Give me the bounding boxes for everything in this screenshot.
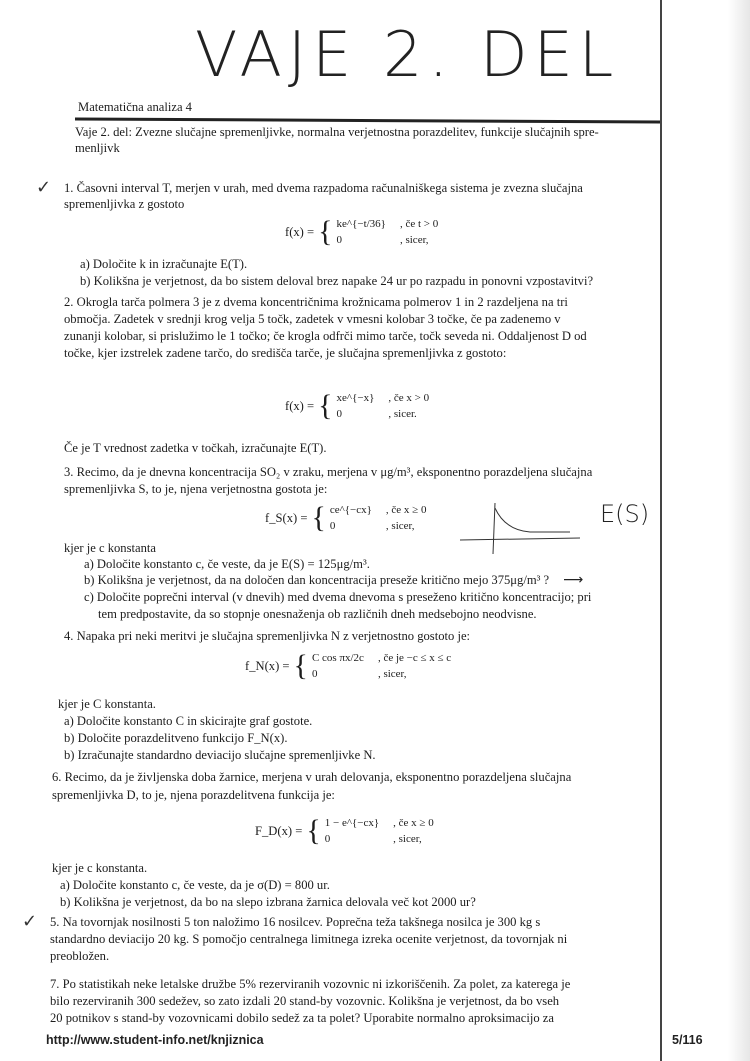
formula-condition: , sicer, bbox=[393, 833, 422, 845]
course-title: Matematična analiza 4 bbox=[78, 100, 192, 114]
problem-6-constant-note: kjer je c konstanta. bbox=[52, 861, 148, 875]
problem-3-part-a: a) Določite konstanto c, če veste, da je E(S) = 125μg/m³. bbox=[84, 557, 370, 571]
formula-case: 0 bbox=[336, 234, 343, 246]
formula-brace: { bbox=[318, 215, 333, 248]
problem-3-formula bbox=[265, 502, 426, 534]
handwritten-arrow-icon: ⟶ bbox=[563, 572, 584, 588]
header-underline bbox=[75, 117, 660, 123]
problem-4-constant-note: kjer je C konstanta. bbox=[58, 697, 156, 711]
formula-condition: , sicer, bbox=[377, 668, 407, 680]
check-mark-icon: ✓ bbox=[36, 177, 52, 198]
problem-3-part-b: b) Kolikšna je verjetnost, da na določen dan koncentracija preseže kritično mejo 375μg/m³ ? bbox=[84, 573, 550, 587]
formula-brace: { bbox=[318, 389, 333, 422]
formula-condition: , če x ≥ 0 bbox=[385, 504, 427, 516]
problem-2-formula bbox=[285, 390, 429, 422]
formula-brace: { bbox=[311, 501, 326, 534]
formula-case: ce^{−cx} bbox=[329, 504, 372, 516]
formula-condition: , sicer, bbox=[385, 520, 415, 532]
formula-case: C cos πx/2c bbox=[311, 652, 364, 664]
formula-case: ke^{−t/36} bbox=[336, 218, 386, 230]
formula-brace: { bbox=[306, 814, 321, 847]
formula-lhs: f(x) = bbox=[285, 399, 315, 413]
formula-condition: , sicer. bbox=[388, 408, 417, 420]
problem-5-line: 5. Na tovornjak nosilnosti 5 ton naložimo 16 nosilcev. Poprečna teža takšnega nosilca je 300 kg s bbox=[50, 915, 541, 929]
problem-1-line: 1. Časovni interval T, merjen v urah, med dvema razpadoma računalniškega sistema je zvezna slučajna bbox=[64, 181, 583, 195]
formula-condition: , če je −c ≤ x ≤ c bbox=[377, 652, 452, 664]
problem-2-question: Če je T vrednost zadetka v točkah, izračunajte E(T). bbox=[64, 441, 327, 455]
problem-3-part-c: c) Določite poprečni interval (v dnevih) med dvema dnevoma s preseženo kritično koncentracijo; pri bbox=[84, 590, 592, 604]
formula-condition: , sicer, bbox=[399, 234, 429, 246]
problem-6-line: spremenljivka D, to je, njena porazdelitvena funkcija je: bbox=[52, 788, 335, 802]
problem-6-part-a: a) Določite konstanto c, če veste, da je σ(D) = 800 ur. bbox=[60, 878, 330, 892]
formula-case: 0 bbox=[311, 668, 318, 680]
formula-lhs: f_S(x) = bbox=[265, 511, 308, 525]
formula-condition: , če x > 0 bbox=[388, 392, 430, 404]
problem-4-formula bbox=[245, 650, 451, 682]
formula-case: 0 bbox=[329, 520, 336, 532]
problem-4-part-b: b) Določite porazdelitveno funkcijo F_N(x). bbox=[64, 731, 288, 745]
problem-2-line: območja. Zadetek v srednji krog velja 5 točk, zadetek v vmesni kolobar 3 točke, če pa zadenemo v bbox=[64, 312, 561, 326]
problem-4-part-a: a) Določite konstanto C in skicirajte graf gostote. bbox=[64, 714, 313, 728]
problem-7-line: 20 potnikov s stand-by vozovnicami dobilo sedež za ta polet? Uporabite normalno aproksimacijo za bbox=[50, 1011, 554, 1025]
problem-6-part-b: b) Kolikšna je verjetnost, da bo na slepo izbrana žarnica delovala več kot 2000 ur? bbox=[60, 895, 476, 909]
check-mark-icon: ✓ bbox=[22, 911, 38, 932]
handwritten-note: E(S) bbox=[600, 500, 650, 528]
problem-1-line: spremenljivka z gostoto bbox=[64, 197, 185, 211]
problem-3-constant-note: kjer je c konstanta bbox=[64, 541, 156, 555]
topic-line-1: Vaje 2. del: Zvezne slučajne spremenljivke, normalna verjetnostna porazdelitev, funkcije slučajnih spre- bbox=[75, 125, 599, 139]
problem-2-line: točke, kjer izstrelek zadene tarčo, do središča tarče, je slučajna spremenljivka z gostoto: bbox=[64, 346, 507, 360]
problem-6-formula bbox=[255, 815, 434, 847]
problem-3-part-c-cont: tem predpostavite, da so stopnje onesnaženja ob različnih dneh medsebojno neodvisne. bbox=[98, 607, 537, 621]
handwritten-title: VAJE 2. DEL bbox=[195, 18, 620, 91]
problem-4-part-c: b) Izračunajte standardno deviacijo slučajne spremenljivke N. bbox=[64, 748, 376, 762]
formula-condition: , če x ≥ 0 bbox=[393, 817, 434, 829]
problem-5-line: standardno deviacijo 20 kg. S pomočjo centralnega limitnega izreka ocenite verjetnost, da tovornjak ni bbox=[50, 932, 568, 946]
problem-1-part-a: a) Določite k in izračunajte E(T). bbox=[80, 257, 248, 271]
page-number: 5/116 bbox=[672, 1033, 703, 1047]
topic-line-2: menljivk bbox=[75, 141, 120, 155]
scan-edge bbox=[728, 0, 750, 1061]
problem-5-line: preobložen. bbox=[50, 949, 110, 963]
problem-7-line: 7. Po statistikah neke letalske družbe 5% rezerviranih vozovnic ni izkoriščenih. Za polet, za katerega je bbox=[50, 977, 571, 991]
formula-lhs: F_D(x) = bbox=[255, 824, 303, 838]
problem-6-line: 6. Recimo, da je življenska doba žarnice, merjena v urah delovanja, eksponentno porazdeljena slučajna bbox=[52, 770, 572, 784]
formula-cases bbox=[337, 390, 430, 422]
formula-condition: , če t > 0 bbox=[399, 218, 439, 230]
problem-3-line: spremenljivka S, to je, njena verjetnostna gostota je: bbox=[64, 482, 328, 496]
formula-cases bbox=[337, 216, 439, 248]
problem-3-line: 3. Recimo, da je dnevna koncentracija SO₂ v zraku, merjena v μg/m³, eksponentno porazdeljena slučajna bbox=[64, 465, 593, 479]
formula-cases bbox=[325, 815, 434, 847]
formula-lhs: f(x) = bbox=[285, 225, 315, 239]
problem-2-line: zunanji kolobar, si prislužimo le 1 točko; če krogla odfrči mimo tarče, točk seveda ni. Oddaljenost D od bbox=[64, 329, 587, 343]
problem-3-part-b-row bbox=[84, 572, 583, 588]
formula-brace: { bbox=[293, 649, 308, 682]
problem-2-line: 2. Okrogla tarča polmera 3 je z dvema koncentričnima krožnicama polmerov 1 in 2 razdeljena na tri bbox=[64, 295, 568, 309]
formula-case: 0 bbox=[324, 833, 331, 845]
formula-case: 1 − e^{−cx} bbox=[324, 817, 380, 829]
handwritten-density-sketch bbox=[455, 500, 585, 555]
problem-1-part-b: b) Kolikšna je verjetnost, da bo sistem deloval brez napake 24 ur po razpadu in ponovni vzpostavitvi? bbox=[80, 274, 594, 288]
scan-margin-line bbox=[660, 0, 662, 1061]
formula-lhs: f_N(x) = bbox=[245, 659, 290, 673]
problem-1-formula bbox=[285, 216, 438, 248]
footer-url: http://www.student-info.net/knjiznica bbox=[46, 1033, 264, 1047]
problem-4-line: 4. Napaka pri neki meritvi je slučajna spremenljivka N z verjetnostno gostoto je: bbox=[64, 629, 471, 643]
formula-cases bbox=[312, 650, 451, 682]
formula-case: 0 bbox=[336, 408, 343, 420]
formula-case: xe^{−x} bbox=[336, 392, 375, 404]
formula-cases bbox=[330, 502, 427, 534]
problem-7-line: bilo rezerviranih 300 sedežev, so zato izdali 20 stand-by vozovnic. Kolikšna je verjetnost, da bo vseh bbox=[50, 994, 560, 1008]
